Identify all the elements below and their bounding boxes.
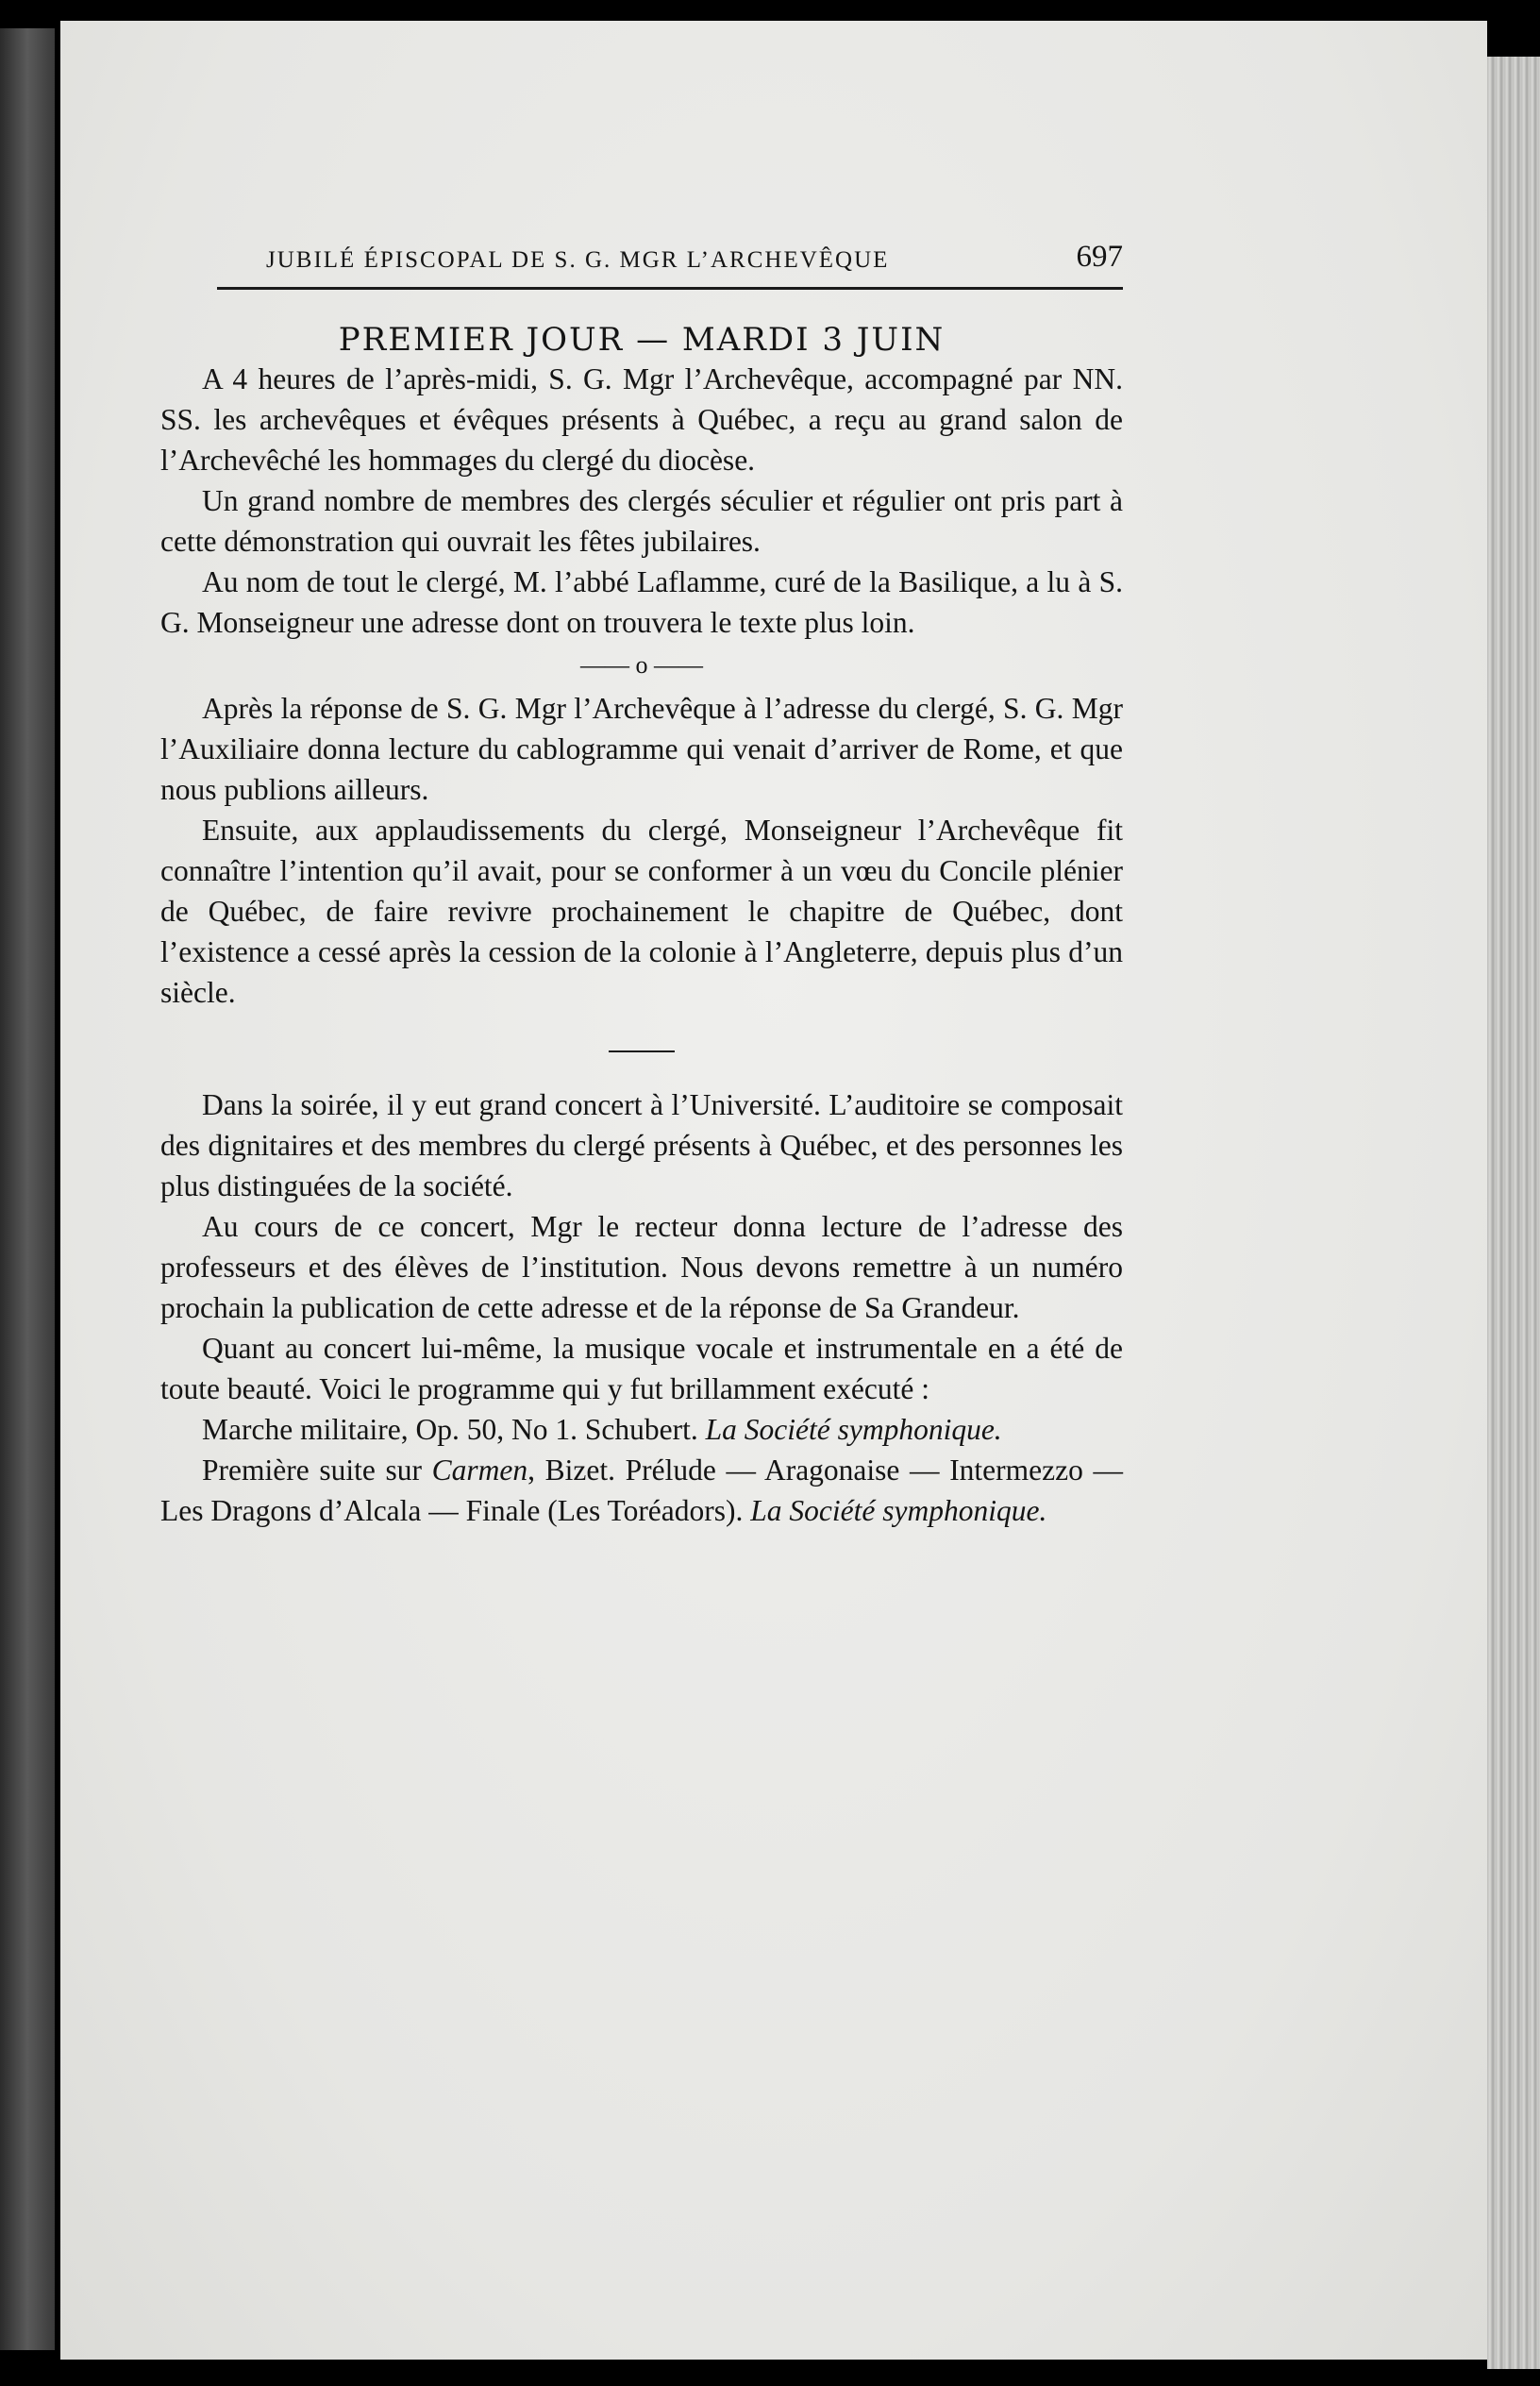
page-number: 697 (1076, 240, 1123, 274)
page-stack-edge (1487, 57, 1540, 2369)
paragraph: A 4 heures de l’après-midi, S. G. Mgr l’Archevêque, accompagné par NN. SS. les archevêques et évêques présents à Québec, a reçu au grand salon de l’Archevêché les hommages du clergé du diocèse. (160, 362, 1123, 477)
facing-page-edge (0, 28, 55, 2350)
program-item (160, 1450, 1123, 1531)
section-heading: PREMIER JOUR — MARDI 3 JUIN (338, 321, 946, 359)
paragraph: Un grand nombre de membres des clergés séculier et régulier ont pris part à cette démonstration qui ouvrait les fêtes jubilaires. (160, 484, 1123, 558)
header-rule (217, 287, 1123, 290)
program-performer: La Société symphonique. (705, 1413, 1002, 1446)
paragraph: Au cours de ce concert, Mgr le recteur donna lecture de l’adresse des professeurs et des élèves de l’institution. Nous devons remettre à un numéro prochain la publication de cette adresse et de la réponse de Sa Grandeur. (160, 1210, 1123, 1324)
program-item-text: , Bizet. Prélude — Aragonaise — Intermezzo — Les Dragons d’Alcala — Finale (Les Toréadors). (160, 1453, 1124, 1527)
program-item-text: Marche militaire, Op. 50, No 1. Schubert. (202, 1413, 706, 1446)
paragraph: Après la réponse de S. G. Mgr l’Archevêque à l’adresse du clergé, S. G. Mgr l’Auxiliaire donna lecture du cablogramme qui venait d’arriver de Rome, et que nous publions ailleurs. (160, 692, 1123, 806)
paragraph: Ensuite, aux applaudissements du clergé, Monseigneur l’Archevêque fit connaître l’intention qu’il avait, pour se conformer à un vœu du Concile plénier de Québec, de faire revivre prochainement le chapitre de Québec, dont l’existence a cessé après la cession de la colonie à l’Angleterre, depuis plus d’un siècle. (160, 814, 1123, 1009)
running-title: JUBILÉ ÉPISCOPAL DE S. G. MGR L’ARCHEVÊQUE (266, 247, 890, 273)
section-rule (609, 1050, 675, 1052)
program-item-prefix: Première suite sur (202, 1453, 432, 1487)
running-head (160, 227, 1123, 283)
program-performer: La Société symphonique. (750, 1494, 1047, 1527)
paragraph: Dans la soirée, il y eut grand concert à l’Université. L’auditoire se composait des dignitaires et des membres du clergé présents à Québec, et des personnes les plus distinguées de la société. (160, 1088, 1123, 1202)
page-content (160, 227, 1123, 1531)
ornament-separator: —— o —— (580, 651, 703, 679)
program-work-title: Carmen (431, 1453, 528, 1487)
paragraph: Quant au concert lui-même, la musique vocale et instrumentale en a été de toute beauté. Voici le programme qui y fut brillamment exécuté : (160, 1332, 1123, 1405)
paragraph: Au nom de tout le clergé, M. l’abbé Laflamme, curé de la Basilique, a lu à S. G. Monseigneur une adresse dont on trouvera le texte plus loin. (160, 565, 1123, 639)
program-item (160, 1409, 1123, 1450)
